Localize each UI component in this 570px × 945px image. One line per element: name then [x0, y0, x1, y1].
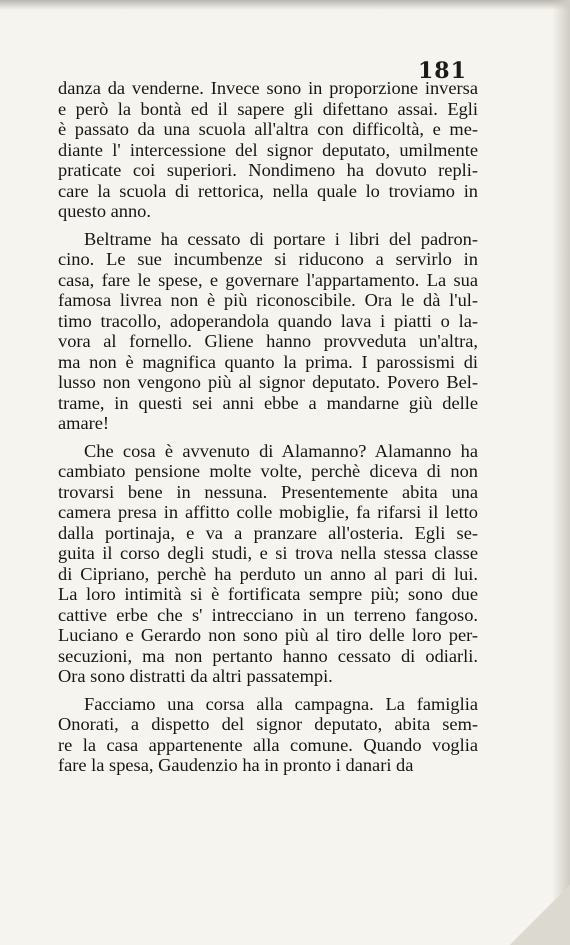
text-line: praticate coi superiori. Nondimeno ha dovuto repli- — [58, 160, 478, 180]
text-line: cambiato pensione molte volte, perchè diceva di non — [58, 461, 478, 481]
page-text — [58, 78, 478, 776]
text-line: amare! — [58, 413, 110, 433]
text-line: Luciano e Gerardo non sono più al tiro delle loro per- — [58, 625, 478, 645]
text-line: fare la spesa, Gaudenzio ha in pronto i danari da — [58, 755, 414, 775]
page-right-shadow — [552, 0, 570, 945]
page-number: 181 — [418, 58, 467, 84]
text-line: è passato da una scuola all'altra con difficoltà, e me- — [58, 119, 478, 139]
text-line: famosa livrea non è più riconoscibile. Ora le dà l'ul- — [58, 290, 478, 310]
text-line: cattive erbe che s' intrecciano in un terreno fangoso. — [58, 604, 478, 625]
paragraph — [58, 78, 478, 222]
text-line: La loro intimità si è fortificata sempre più; sono due — [58, 584, 478, 604]
text-line: Beltrame ha cessato di portare i libri del padron- — [84, 228, 478, 249]
text-line: care la scuola di rettorica, nella quale lo troviamo in — [58, 180, 478, 201]
text-line: Che cosa è avvenuto di Alamanno? Alamanno ha — [84, 440, 478, 461]
paragraph — [58, 229, 478, 434]
text-line: timo tracollo, adoperandola quando lava i piatti o la- — [58, 310, 478, 331]
text-line: questo anno. — [58, 201, 151, 221]
text-line: Facciamo una corsa alla campagna. La famiglia — [84, 693, 478, 714]
text-line: diante l' intercessione del signor deputato, umilmente — [58, 139, 478, 160]
text-line: ma non è magnifica quanto la prima. I parossismi di — [58, 351, 478, 372]
text-line: danza da venderne. Invece sono in proporzione inversa — [58, 78, 478, 98]
text-line: casa, fare le spese, e governare l'appartamento. La sua — [58, 269, 478, 290]
text-line: trame, in questi sei anni ebbe a mandarne giù delle — [58, 392, 478, 413]
text-line: trovarsi bene in nessuna. Presentemente abita una — [58, 481, 478, 502]
text-line: camera presa in affitto colle mobiglie, fa rifarsi il letto — [58, 502, 478, 522]
paragraph — [58, 441, 478, 687]
text-line: guita il corso degli studi, e si trova nella stessa classe — [58, 543, 478, 563]
text-line: dalla portinaja, e va a pranzare all'osteria. Egli se- — [58, 522, 478, 543]
text-line: vora al fornello. Gliene hanno provveduta un'altra, — [58, 331, 478, 351]
page-top-shadow — [0, 0, 570, 10]
text-line: Onorati, a dispetto del signor deputato, abita sem- — [58, 714, 478, 734]
page-corner-fold — [510, 885, 570, 945]
text-line: re la casa appartenente alla comune. Quando voglia — [58, 734, 478, 755]
text-line: e però la bontà ed il sapere gli difettano assai. Egli — [58, 98, 478, 119]
text-line: lusso non vengono più al signor deputato. Povero Bel- — [58, 372, 478, 392]
paragraph — [58, 694, 478, 776]
text-line: cino. Le sue incumbenze si riducono a servirlo in — [58, 249, 478, 269]
text-line: di Cipriano, perchè ha perduto un anno al pari di lui. — [58, 563, 478, 584]
text-line: secuzioni, ma non pertanto hanno cessato di odiarli. — [58, 645, 478, 666]
text-line: Ora sono distratti da altri passatempi. — [58, 666, 333, 686]
